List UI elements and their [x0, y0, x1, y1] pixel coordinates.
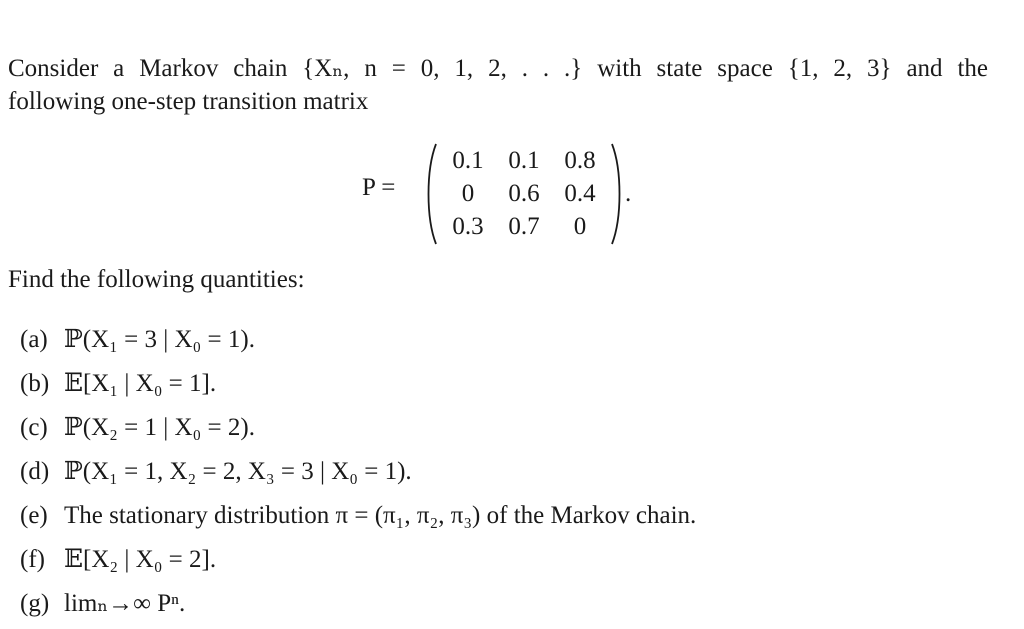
matrix-row [440, 144, 608, 177]
question-text: ℙ(X₁ = 1, X₂ = 2, X₃ = 3 | X₀ = 1). [64, 458, 412, 485]
question-text: ℙ(X₁ = 3 | X₀ = 1). [64, 326, 255, 353]
question-label: (c) [20, 414, 48, 441]
matrix-cell: 0.6 [508, 180, 540, 207]
question-item [20, 412, 255, 444]
intro-line-2: following one-step transition matrix [8, 88, 369, 115]
question-label: (f) [20, 546, 45, 573]
question-label: (g) [20, 590, 50, 617]
question-label: (e) [20, 502, 48, 529]
question-item [20, 544, 216, 576]
question-item [20, 500, 696, 532]
matrix-label: P = [362, 174, 396, 201]
question-text: limₙ→∞ Pⁿ. [64, 590, 186, 617]
question-item [20, 324, 255, 356]
matrix-cell: 0.1 [508, 147, 540, 174]
problem-intro [8, 52, 988, 118]
matrix-cell: 0.4 [564, 180, 596, 207]
matrix-row [440, 210, 608, 243]
matrix-grid [440, 144, 608, 243]
matrix-cell: 0.3 [452, 213, 484, 240]
intro-line-1: Consider a Markov chain {Xₙ, n = 0, 1, 2, . . .} with state space {1, 2, 3} and the [8, 55, 988, 82]
matrix-period: . [625, 180, 632, 207]
question-label: (b) [20, 370, 50, 397]
question-text: ℙ(X₂ = 1 | X₀ = 2). [64, 414, 255, 441]
question-item [20, 588, 185, 620]
matrix-cell: 0 [461, 180, 475, 207]
question-label: (a) [20, 326, 48, 353]
question-item [20, 368, 216, 400]
right-parenthesis [610, 142, 624, 246]
question-text: 𝔼[X₁ | X₀ = 1]. [64, 370, 217, 397]
questions-prompt: Find the following quantities: [8, 266, 305, 293]
question-text: 𝔼[X₂ | X₀ = 2]. [64, 546, 217, 573]
question-item [20, 456, 412, 488]
question-text: The stationary distribution π = (π₁, π₂, π₃) of the Markov chain. [64, 502, 697, 529]
matrix-row [440, 177, 608, 210]
matrix-cell: 0.1 [452, 147, 484, 174]
matrix-cell: 0.8 [564, 147, 596, 174]
left-parenthesis [424, 142, 438, 246]
matrix-cell: 0.7 [508, 213, 540, 240]
question-label: (d) [20, 458, 50, 485]
matrix-cell: 0 [573, 213, 587, 240]
